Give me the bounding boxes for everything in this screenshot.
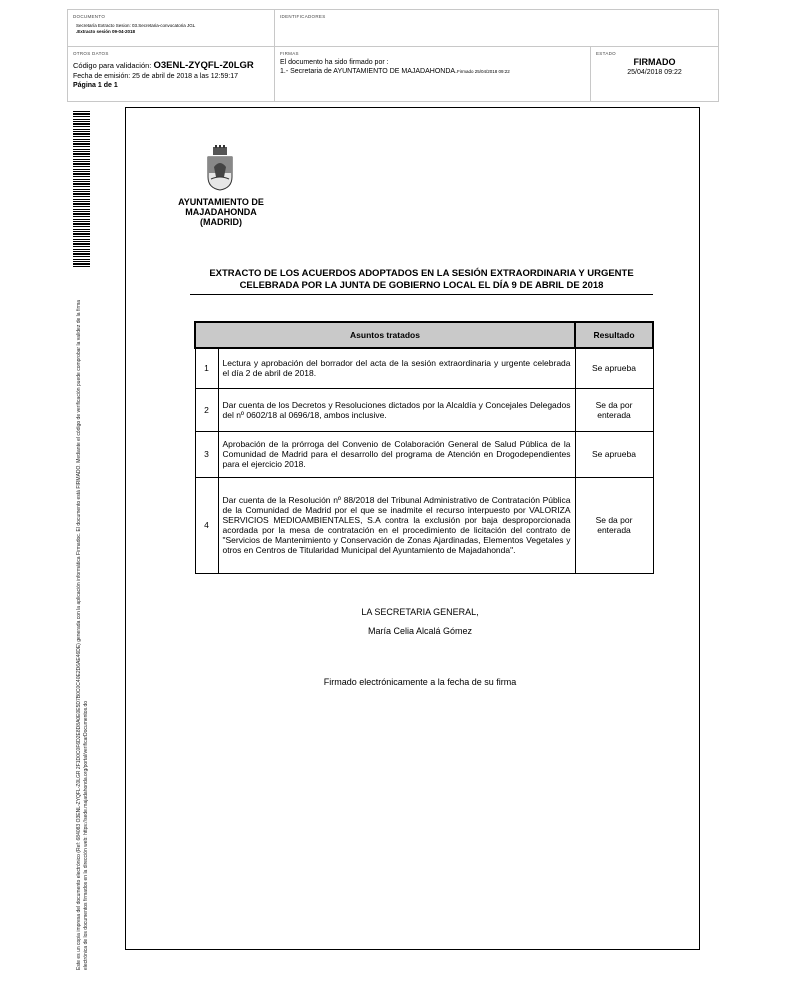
identificadores-label: IDENTIFICADORES bbox=[280, 14, 326, 19]
row-number: 4 bbox=[195, 477, 218, 573]
entity-line3: (MADRID) bbox=[200, 217, 242, 227]
estado-value: FIRMADO bbox=[633, 57, 676, 67]
entity-line1: AYUNTAMIENTO DE bbox=[178, 197, 264, 207]
side-verification-text: Este es un copia impresa del documento electrónico (Ref: 684083 O3ENL-ZYQFL-Z0LGR 2F1D0C0F6D2E8D8A0E0E5D7B0C0C40E2D6AE46DE) generada con la aplicación informática Firmadoc. El documento está FIRMADO. Mediante el código de verificación puede comprobar la validez de la firma electrónica de los documentos firmados en la dirección web: https://sede.majadahonda.org/portal/verificarDocumentos.do bbox=[76, 299, 89, 970]
codigo-validacion bbox=[73, 61, 254, 70]
codigo-value: O3ENL-ZYQFL-Z0LGR bbox=[153, 60, 254, 71]
documento-line2: .Extracto sesión 09-04-2018 bbox=[76, 29, 136, 34]
codigo-prefix: Código para validación: bbox=[73, 61, 152, 70]
header-estado-cell bbox=[591, 47, 718, 102]
header-identificadores-cell bbox=[275, 10, 718, 47]
col-asuntos: Asuntos tratados bbox=[195, 322, 575, 348]
header-firmas-cell bbox=[275, 47, 591, 102]
signature-name: María Celia Alcalá Gómez bbox=[367, 626, 473, 636]
pagina: Página 1 de 1 bbox=[73, 82, 118, 89]
row-text: Aprobación de la prórroga del Convenio de Colaboración General de Salud Pública de la Comunidad de Madrid para el desarrollo del programa de Atención en Drogodependientes para el ejercicio 2018. bbox=[218, 431, 575, 477]
signature-role: LA SECRETARIA GENERAL, bbox=[361, 607, 479, 617]
row-number: 1 bbox=[195, 348, 218, 388]
otros-label: OTROS DATOS bbox=[73, 51, 109, 56]
entity-line2: MAJADAHONDA bbox=[185, 207, 257, 217]
row-result: Se aprueba bbox=[575, 431, 653, 477]
header-documento-cell bbox=[68, 10, 275, 47]
firmas-line1: El documento ha sido firmado por : bbox=[280, 59, 389, 66]
title-line2: CELEBRADA POR LA JUNTA DE GOBIERNO LOCAL EL DÍA 9 DE ABRIL DE 2018 bbox=[239, 280, 604, 291]
estado-label: ESTADO bbox=[596, 51, 616, 56]
row-result: Se da por enterada bbox=[575, 477, 653, 573]
header-otros-cell bbox=[68, 47, 275, 102]
row-text: Dar cuenta de la Resolución nº 88/2018 del Tribunal Administrativo de Contratación Pública de la Comunidad de Madrid por el que se inadmite el recurso interpuesto por VALORIZA SERVICIOS MEDIOAMBIENTALES, S.A contra la exclusión por baja desproporcionada acordada por la mesa de contratación en el procedimiento de licitación del contrato de "Servicios de Mantenimiento y Conservación de Zonas Ajardinadas, Elementos Vegetales y otros en Centros de Titularidad Municipal del Ayuntamiento de Majadahonda". bbox=[218, 477, 575, 573]
documento-label: DOCUMENTO bbox=[73, 14, 106, 19]
document-title bbox=[190, 268, 653, 295]
row-number: 3 bbox=[195, 431, 218, 477]
row-number: 2 bbox=[195, 388, 218, 431]
documento-line1: Secretaría Extracto Sesion: 03.Secretaria-convocatoria JGL bbox=[76, 23, 196, 28]
title-line1: EXTRACTO DE LOS ACUERDOS ADOPTADOS EN LA SESIÓN EXTRAORDINARIA Y URGENTE bbox=[209, 268, 634, 279]
estado-date: 25/04/2018 09:22 bbox=[627, 69, 682, 76]
acuerdos-table bbox=[194, 321, 654, 574]
table-row bbox=[195, 431, 653, 477]
document-header bbox=[67, 9, 719, 102]
firmante: 1.- Secretaria de AYUNTAMIENTO DE MAJADAHONDA. bbox=[280, 68, 457, 75]
table-row bbox=[195, 348, 653, 388]
firmas-label: FIRMAS bbox=[280, 51, 299, 56]
col-resultado: Resultado bbox=[575, 322, 653, 348]
table-row bbox=[195, 477, 653, 573]
row-text: Lectura y aprobación del borrador del acta de la sesión extraordinaria y urgente celebrada el día 2 de abril de 2018. bbox=[218, 348, 575, 388]
signature-note: Firmado electrónicamente a la fecha de su firma bbox=[323, 677, 517, 687]
fecha-emision: Fecha de emisión: 25 de abril de 2018 a las 12:59:17 bbox=[73, 73, 239, 80]
entity-name bbox=[166, 197, 276, 227]
firmas-line2 bbox=[280, 67, 510, 76]
table-header-row bbox=[195, 322, 653, 348]
barcode-icon bbox=[73, 111, 90, 269]
table-row bbox=[195, 388, 653, 431]
row-text: Dar cuenta de los Decretos y Resoluciones dictados por la Alcaldía y Concejales Delegados del nº 0602/18 al 0696/18, ambos inclusive. bbox=[218, 388, 575, 431]
row-result: Se aprueba bbox=[575, 348, 653, 388]
firmado-date-small: Firmado 25/04/2018 09:22 bbox=[457, 69, 510, 74]
row-result: Se da por enterada bbox=[575, 388, 653, 431]
coat-of-arms-icon bbox=[205, 145, 235, 191]
